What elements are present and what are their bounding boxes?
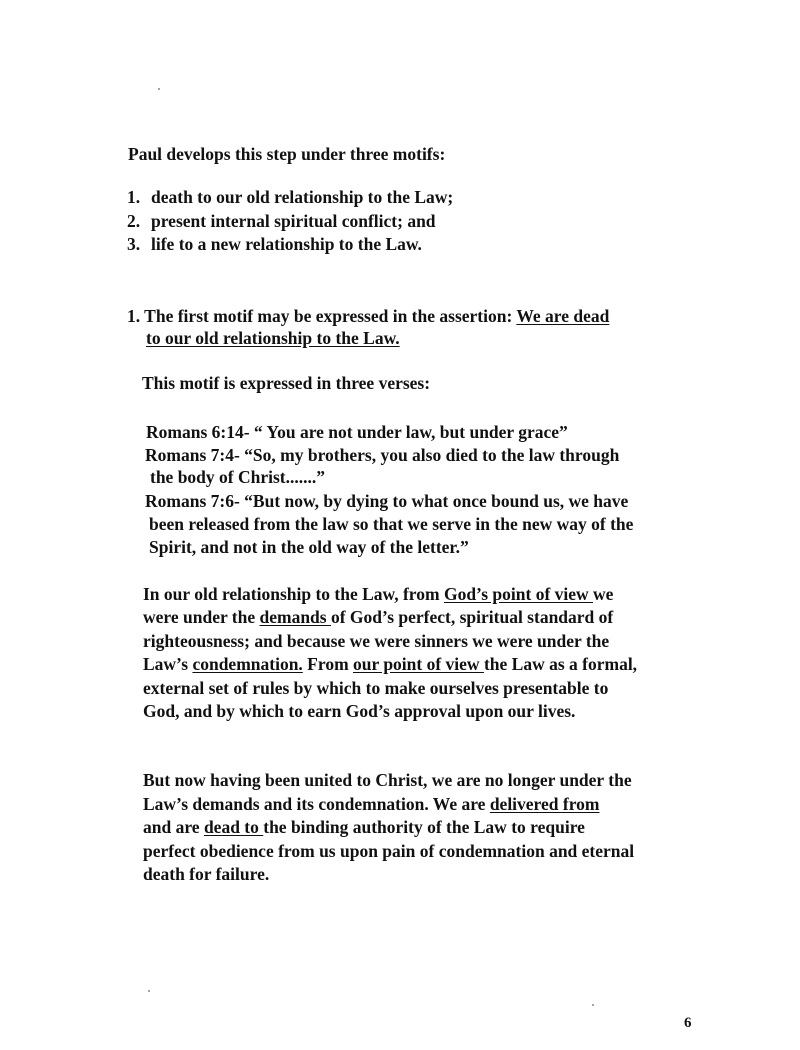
paragraph-line: perfect obedience from us upon pain of condemnation and eternal (143, 841, 635, 861)
page-number: 6 (684, 1015, 692, 1031)
motif-number: 3. (127, 234, 141, 254)
motif-item (127, 186, 453, 208)
paragraph-line: God, and by which to earn God’s approval upon our lives. (143, 701, 576, 721)
first-motif-prefix: 1. The first motif may be expressed in the assertion: (127, 306, 513, 326)
text-run: we (593, 584, 614, 604)
assertion-underlined: We are dead (516, 306, 610, 326)
underlined-phrase: demands (259, 607, 331, 627)
paragraph-line (143, 816, 585, 838)
text-run: From (302, 654, 354, 674)
motif-number: 2. (127, 211, 141, 231)
scan-speck (148, 990, 150, 992)
verse-line: the body of Christ.......” (150, 467, 326, 487)
verses-intro: This motif is expressed in three verses: (142, 373, 431, 393)
paragraph-line: righteousness; and because we were sinners we were under the (143, 631, 610, 651)
underlined-phrase: condemnation. (192, 654, 303, 674)
motif-item (127, 233, 422, 255)
paragraph-line (143, 653, 637, 675)
text-run: the Law as a formal, (483, 654, 638, 674)
text-run: and are (143, 817, 204, 837)
verse-line: Spirit, and not in the old way of the letter.” (149, 537, 469, 557)
text-run: Law’s (143, 654, 193, 674)
text-run: were under the (143, 607, 260, 627)
verse-line: Romans 7:4- “So, my brothers, you also died to the law through (145, 445, 620, 465)
first-motif-line (127, 305, 609, 327)
scan-speck (592, 1004, 594, 1006)
motif-text: present internal spiritual conflict; and (151, 211, 436, 231)
paragraph-line: external set of rules by which to make ourselves presentable to (143, 678, 609, 698)
first-motif-line-2 (146, 327, 400, 349)
motif-text: death to our old relationship to the Law; (151, 187, 454, 207)
assertion-underlined: to our old relationship to the Law. (146, 328, 400, 348)
text-run: In our old relationship to the Law, from (143, 584, 444, 604)
motif-text: life to a new relationship to the Law. (151, 234, 422, 254)
intro-line: Paul develops this step under three motifs: (128, 144, 446, 164)
paragraph-line: death for failure. (143, 864, 270, 884)
paragraph-line (143, 793, 600, 815)
motif-item (127, 210, 436, 232)
paragraph-line (143, 583, 613, 605)
motif-number: 1. (127, 187, 141, 207)
paragraph-line: But now having been united to Christ, we are no longer under the (143, 770, 632, 790)
scan-speck (158, 88, 160, 90)
verse-line: Romans 7:6- “But now, by dying to what once bound us, we have (145, 491, 629, 511)
text-run: of God’s perfect, spiritual standard of (330, 607, 614, 627)
underlined-phrase: God’s point of view (443, 584, 594, 604)
verse-line: Romans 6:14- “ You are not under law, but under grace” (146, 422, 568, 442)
paragraph-line (143, 606, 613, 628)
verse-line: been released from the law so that we serve in the new way of the (149, 514, 634, 534)
underlined-phrase: delivered from (489, 794, 600, 814)
text-run: Law’s demands and its condemnation. We are (143, 794, 490, 814)
underlined-phrase: dead to (203, 817, 264, 837)
underlined-phrase: our point of view (353, 654, 484, 674)
text-run: the binding authority of the Law to require (263, 817, 585, 837)
